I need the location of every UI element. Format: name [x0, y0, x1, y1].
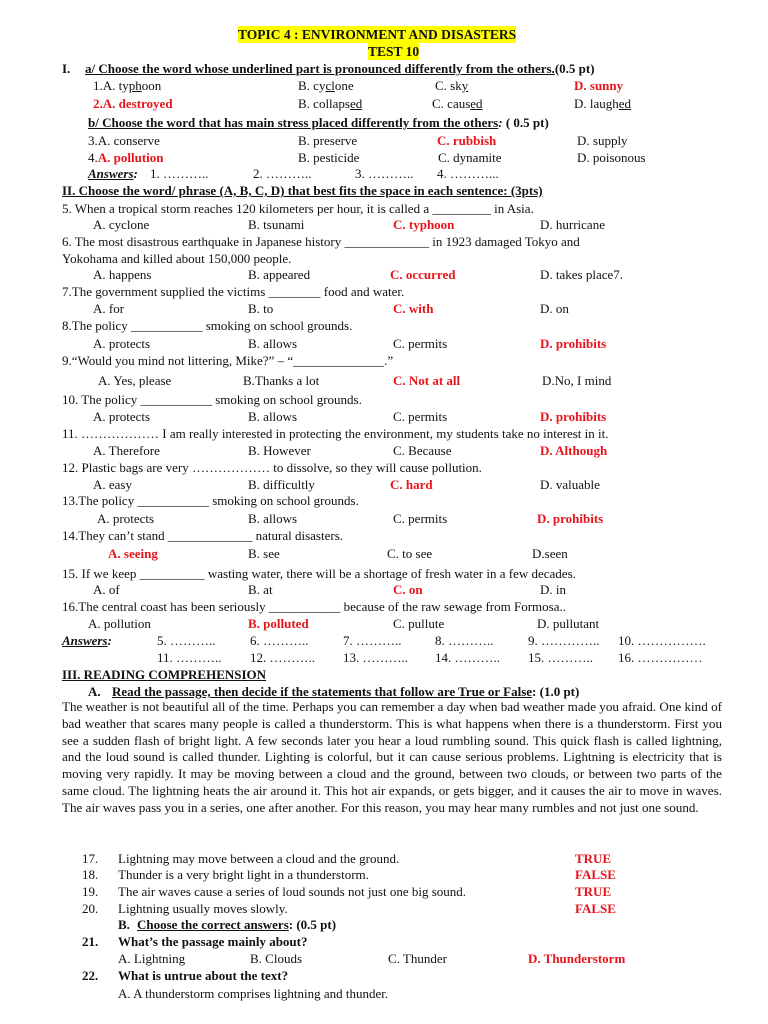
- question-7-options: A. for B. to C. with D. on: [93, 301, 569, 316]
- question-13-options: A. protects B. allows C. permits D. prohibits: [97, 511, 604, 526]
- section3-b-heading: B. Choose the correct answers: (0.5 pt): [118, 917, 337, 932]
- question-22-stem: 22. What is untrue about the text?: [82, 968, 289, 983]
- statement-18: 18. Thunder is a very bright light in a thunderstorm. FALSE: [82, 867, 616, 882]
- question-14-options: A. seeing B. see C. to see D.seen: [108, 546, 568, 561]
- q2-option-a: 2.A. destroyed: [93, 96, 173, 111]
- question-1: [0, 77, 768, 94]
- q2-option-b: B. collapsed: [298, 96, 363, 111]
- section1-answers: Answers: 1. ……….. 2. ……….. 3. ……….. 4. ………...: [88, 166, 499, 181]
- question-2: [0, 95, 768, 112]
- q2-option-c: C. caused: [432, 96, 483, 111]
- question-10-stem: 10. The policy ___________ smoking on school grounds.: [62, 392, 362, 407]
- question-22-option-a: A. A thunderstorm comprises lightning and thunder.: [118, 986, 389, 1001]
- question-13-stem: 13.The policy ___________ smoking on school grounds.: [62, 493, 359, 508]
- question-16-options: A. pollution B. polluted C. pullute D. pullutant: [88, 616, 600, 631]
- question-21-options: A. Lightning B. Clouds C. Thunder D. Thunderstorm: [118, 951, 626, 966]
- question-11-options: A. Therefore B. However C. Because D. Although: [93, 443, 608, 458]
- q1-option-d: D. sunny: [574, 78, 624, 93]
- question-12-stem: 12. Plastic bags are very ……………… to dissolve, so they will cause pollution.: [62, 460, 482, 475]
- question-21-stem: 21. What’s the passage mainly about?: [82, 934, 308, 949]
- question-8-stem: 8.The policy ___________ smoking on school grounds.: [62, 318, 353, 333]
- section2-heading: II. Choose the word/ phrase (A, B, C, D) that best fits the space in each sentence: (3pts): [62, 183, 543, 198]
- question-6-stem: 6. The most disastrous earthquake in Japanese history _____________ in 1923 damaged Tokyo and: [62, 234, 580, 249]
- q1-option-c: C. sky: [435, 78, 469, 93]
- question-5-options: A. cyclone B. tsunami C. typhoon D. hurricane: [93, 217, 605, 232]
- question-6-options: A. happens B. appeared C. occurred D. takes place7.: [93, 267, 624, 282]
- question-9-options: A. Yes, please B.Thanks a lot C. Not at all D.No, I mind: [98, 373, 612, 388]
- question-3: 3.A. conserve B. preserve C. rubbish D. supply: [88, 133, 628, 148]
- statement-17: 17. Lightning may move between a cloud and the ground. TRUE: [82, 851, 612, 866]
- question-8-options: A. protects B. allows C. permits D. prohibits: [93, 336, 607, 351]
- test-title: TEST 10: [368, 44, 420, 59]
- q2-option-d: D. laughed: [574, 96, 632, 111]
- statement-20: 20. Lightning usually moves slowly. FALSE: [82, 901, 616, 916]
- question-4: 4.A. pollution B. pesticide C. dynamite D. poisonous: [88, 150, 646, 165]
- question-5-stem: 5. When a tropical storm reaches 120 kilometers per hour, it is called a _________ in Asia.: [62, 201, 534, 216]
- q1-option-b: B. cyclone: [298, 78, 354, 93]
- question-16-stem: 16.The central coast has been seriously ___________ because of the raw sewage from Formosa..: [62, 599, 566, 614]
- section1-b-heading: b/ Choose the word that has main stress placed differently from the others: ( 0.5 pt): [88, 115, 549, 130]
- question-14-stem: 14.They can’t stand _____________ natural disasters.: [62, 528, 344, 543]
- topic-title: TOPIC 4 : ENVIRONMENT AND DISASTERS: [238, 27, 517, 42]
- section3-heading: III. READING COMPREHENSION: [62, 667, 267, 682]
- question-7-stem: 7.The government supplied the victims ________ food and water.: [62, 284, 405, 299]
- question-15-stem: 15. If we keep __________ wasting water, there will be a shortage of fresh water in a few decades.: [62, 566, 576, 581]
- reading-passage: The weather is not beautiful all of the time. Perhaps you can remember a day when bad weather made you afraid. One kind of bad weather that scares many people is called a thunderstorm. This is what happens when there is a thunderstorm. First you see a sudden flash of bright light. A few seconds later you hear a loud rumbling sound. This quick flash is called lightning, and the loud sound is called thunder. Lighting is colorful, but it can cause serious problems. Lightning is electricity that is moving very rapidly. It may be moving between a cloud and the ground, between two clouds, or between two parts of the same cloud. The lightning heats the air around it. This hot air expands, or gets bigger, and it causes the air to move in waves. The air waves pass you in a series, one after another. For this reason, you may hear many rumbles and not just one sound.: [62, 699, 722, 815]
- question-6-stem-cont: Yokohama and killed about 150,000 people.: [62, 251, 292, 266]
- question-10-options: A. protects B. allows C. permits D. prohibits: [93, 409, 607, 424]
- section3-a-heading: A. Read the passage, then decide if the statements that follow are True or False: (1.0 pt): [88, 684, 580, 699]
- section1-a-heading: I. a/ Choose the word whose underlined part is pronounced differently from the others.(0.5 pt): [62, 61, 595, 76]
- question-12-options: A. easy B. difficultly C. hard D. valuable: [93, 477, 600, 492]
- q1-option-a: 1.A. typhoon: [93, 78, 162, 93]
- section2-answers-row2: 11. ……….. 12. ……….. 13. ……….. 14. ……….. 15. ……….. 16. ……………: [157, 650, 703, 665]
- question-11-stem: 11. ……………… I am really interested in protecting the environment, my students take no interest in it.: [62, 426, 609, 441]
- question-15-options: A. of B. at C. on D. in: [93, 582, 566, 597]
- statement-19: 19. The air waves cause a series of loud sounds not just one big sound. TRUE: [82, 884, 612, 899]
- question-9-stem: 9.“Would you mind not littering, Mike?” – “______________.”: [62, 353, 394, 368]
- section2-answers-row1: Answers: 5. ……….. 6. ……….. 7. ……….. 8. ……….. 9. ………….. 10. …………….: [62, 633, 706, 648]
